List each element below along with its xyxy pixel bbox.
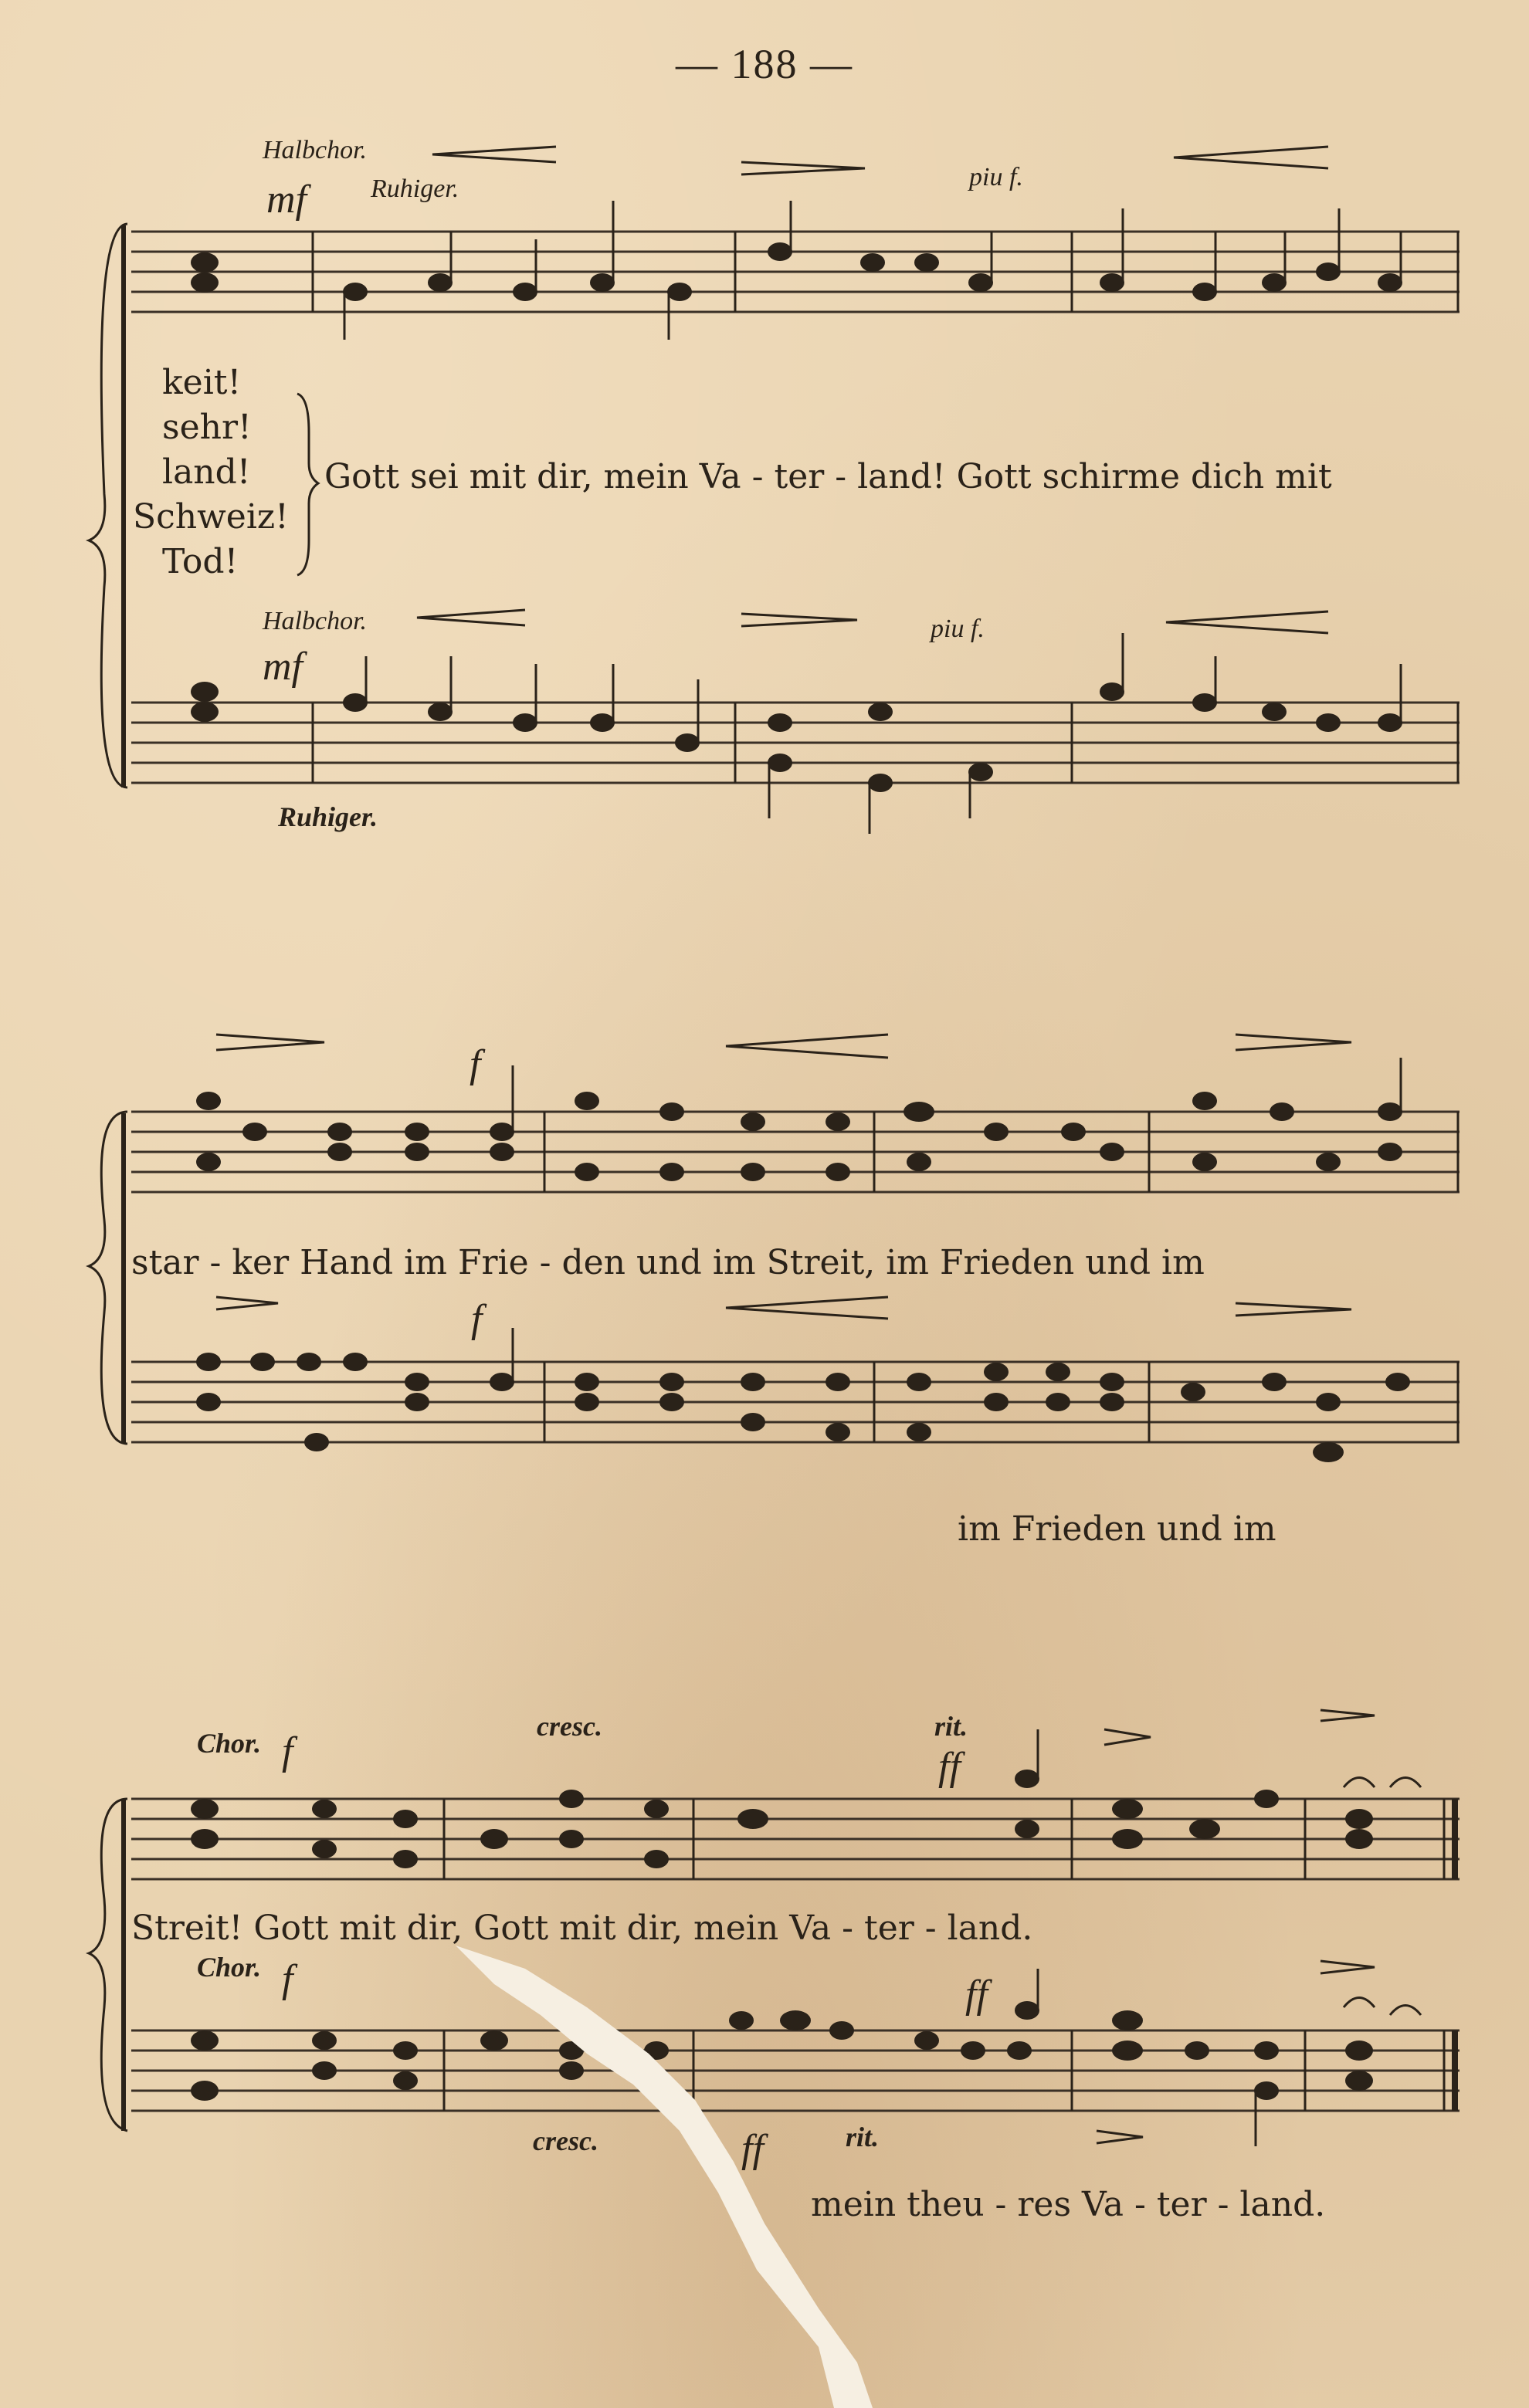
dynamic-f-upper-3: f	[282, 1729, 293, 1773]
dynamic-f-upper-2: f	[470, 1042, 481, 1086]
staff-upper-1	[131, 232, 1460, 312]
hairpins-lower-1	[417, 610, 1328, 633]
lyrics-line-1: Gott sei mit dir, mein Va - ter - land! Gott schirme dich mit	[324, 457, 1332, 496]
halbchor-label-upper: Halbchor.	[263, 136, 368, 164]
notes-upper-2	[196, 1058, 1402, 1181]
lyrics-line-3: Streit! Gott mit dir, Gott mit dir, mein Va - ter - land.	[131, 1908, 1033, 1948]
system-1	[89, 136, 1460, 834]
staff-lower-1	[131, 703, 1460, 783]
dynamic-mf-upper: mf	[266, 178, 307, 222]
ruhiger-label-upper: Ruhiger.	[371, 174, 459, 203]
notes-upper-1	[191, 201, 1402, 340]
rit-label-upper: rit.	[934, 1711, 968, 1742]
paper-tear	[456, 1946, 873, 2408]
lyrics-endings	[133, 363, 318, 581]
dynamic-ff-lower-top: ff	[965, 1973, 988, 2017]
dynamic-mf-lower: mf	[263, 645, 303, 689]
dynamic-ff-lower: ff	[741, 2127, 764, 2171]
hairpins-upper-2	[216, 1035, 1351, 1058]
system-2	[89, 1035, 1460, 1549]
lyric-ending-3: land!	[162, 452, 251, 492]
lyrics-lower-2: im Frieden und im	[958, 1509, 1276, 1549]
cresc-label-lower: cresc.	[533, 2125, 598, 2156]
piu-f-lower: piu f.	[931, 615, 985, 643]
lyric-ending-2: sehr!	[162, 408, 252, 447]
chor-label-lower: Chor.	[197, 1952, 262, 1983]
notes-lower-3	[191, 1969, 1421, 2146]
ruhiger-label-lower: Ruhiger.	[278, 801, 378, 832]
page-number: — 188 —	[676, 41, 853, 87]
lyric-ending-5: Tod!	[162, 542, 239, 581]
staff-lower-2	[131, 1362, 1460, 1442]
system-3	[89, 1710, 1460, 2224]
cresc-label-upper: cresc.	[537, 1711, 602, 1742]
halbchor-label-lower: Halbchor.	[263, 607, 368, 635]
hairpins-lower-2	[216, 1297, 1351, 1319]
lyric-ending-4: Schweiz!	[133, 497, 289, 537]
rit-label-lower: rit.	[846, 2122, 880, 2152]
dynamic-f-lower-3: f	[282, 1957, 293, 2001]
hairpins-upper-1	[432, 147, 1328, 174]
lyrics-lower-3: mein theu - res Va - ter - land.	[811, 2185, 1326, 2224]
dynamic-f-lower-2: f	[471, 1297, 483, 1341]
dynamic-ff-upper: ff	[938, 1745, 961, 1789]
chor-label-upper: Chor.	[197, 1728, 262, 1759]
piu-f-upper: piu f.	[969, 163, 1023, 191]
hairpins-upper-3	[1104, 1710, 1375, 1745]
lyrics-line-2: star - ker Hand im Frie - den und im Streit, im Frieden und im	[131, 1243, 1205, 1282]
lyric-ending-1: keit!	[162, 363, 242, 402]
